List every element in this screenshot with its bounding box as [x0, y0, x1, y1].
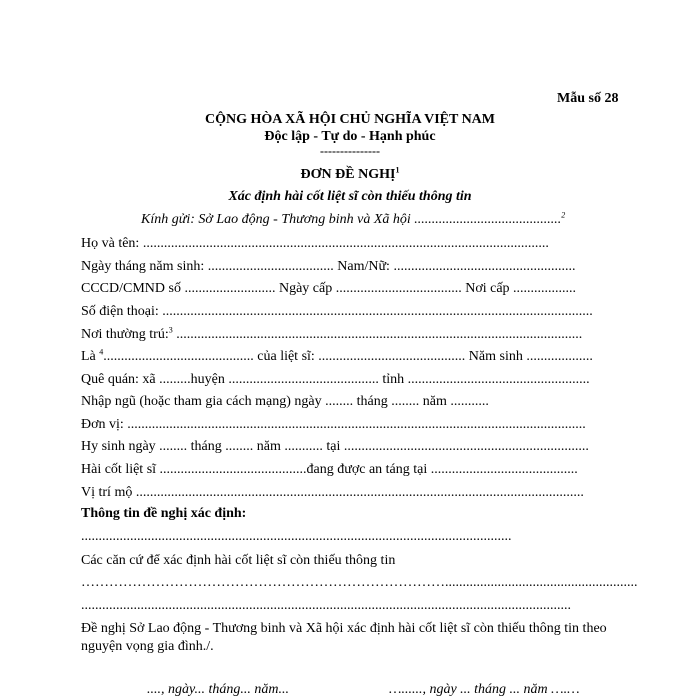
country-header: CỘNG HÒA XÃ HỘI CHỦ NGHĨA VIỆT NAM	[204, 112, 495, 127]
section-dots-3: ............................................................................................................................................	[81, 598, 571, 613]
footer-left-date: ...., ngày... tháng... năm...	[147, 682, 289, 697]
field-unit: Đơn vị: ...................................................................................................................................	[81, 417, 586, 432]
field-phone: Số điện thoại: ...........................................................................................................................	[81, 304, 593, 319]
recipient-line	[141, 210, 566, 227]
relation-label: Là	[81, 349, 96, 364]
field-hometown: Quê quán: xã .........huyện ........................................... tỉnh ....................................................	[81, 372, 590, 387]
residence-footnote: 3	[168, 325, 173, 335]
field-name: Họ và tên: ....................................................................................................................	[81, 236, 549, 251]
motto: Độc lập - Tự do - Hạnh phúc	[264, 129, 436, 144]
request-line-1: Đề nghị Sở Lao động - Thương binh và Xã hội xác định hài cốt liệt sĩ còn thiếu thông tin theo	[81, 621, 607, 636]
field-dob-gender: Ngày tháng năm sinh: .................................... Nam/Nữ: ....................................................	[81, 259, 576, 274]
residence-label: Nơi thường trú:	[81, 327, 169, 342]
title-footnote: 1	[395, 165, 400, 175]
field-remains: Hài cốt liệt sĩ ..........................................đang được an táng tại ..........................................	[81, 462, 578, 477]
relation-footnote: 4	[99, 347, 104, 357]
field-grave-location: Vị trí mộ ................................................................................................................................	[81, 485, 584, 500]
section-heading: Thông tin đề nghị xác định:	[81, 506, 247, 521]
relation-rest: ........................................... của liệt sĩ: .......................................... Năm sinh ...................	[103, 349, 593, 364]
field-id-card: CCCD/CMND số .......................... Ngày cấp .................................... Nơi cấp ..................	[81, 281, 577, 296]
field-sacrifice: Hy sinh ngày ........ tháng ........ năm ........... tại ......................................................................	[81, 439, 589, 454]
field-relation	[81, 347, 593, 364]
document-title	[0, 165, 700, 182]
header-separator: ---------------	[320, 144, 380, 158]
footer-right-date: …......, ngày ... tháng ... năm ….…	[389, 682, 580, 697]
section-dots-1: ...........................................................................................................................	[81, 529, 512, 544]
request-line-2: nguyện vọng gia đình./.	[81, 639, 214, 654]
form-number: Mẫu số 28	[557, 91, 619, 106]
title-text: ĐƠN ĐỀ NGHỊ	[300, 167, 396, 182]
basis-line: Các căn cứ để xác định hài cốt liệt sĩ còn thiếu thông tin	[81, 553, 396, 568]
field-enlistment: Nhập ngũ (hoặc tham gia cách mạng) ngày ........ tháng ........ năm ...........	[81, 394, 489, 409]
recipient-text: Kính gửi: Sở Lao động - Thương binh và Xã hội ..........................................	[141, 212, 562, 227]
residence-dots: ....................................................................................................................	[172, 327, 583, 342]
section-dots-2: …………………………………………………………………….......................................................	[81, 575, 638, 590]
document-subtitle: Xác định hài cốt liệt sĩ còn thiếu thông tin	[228, 189, 472, 204]
recipient-footnote: 2	[561, 210, 566, 220]
field-residence	[81, 325, 583, 342]
